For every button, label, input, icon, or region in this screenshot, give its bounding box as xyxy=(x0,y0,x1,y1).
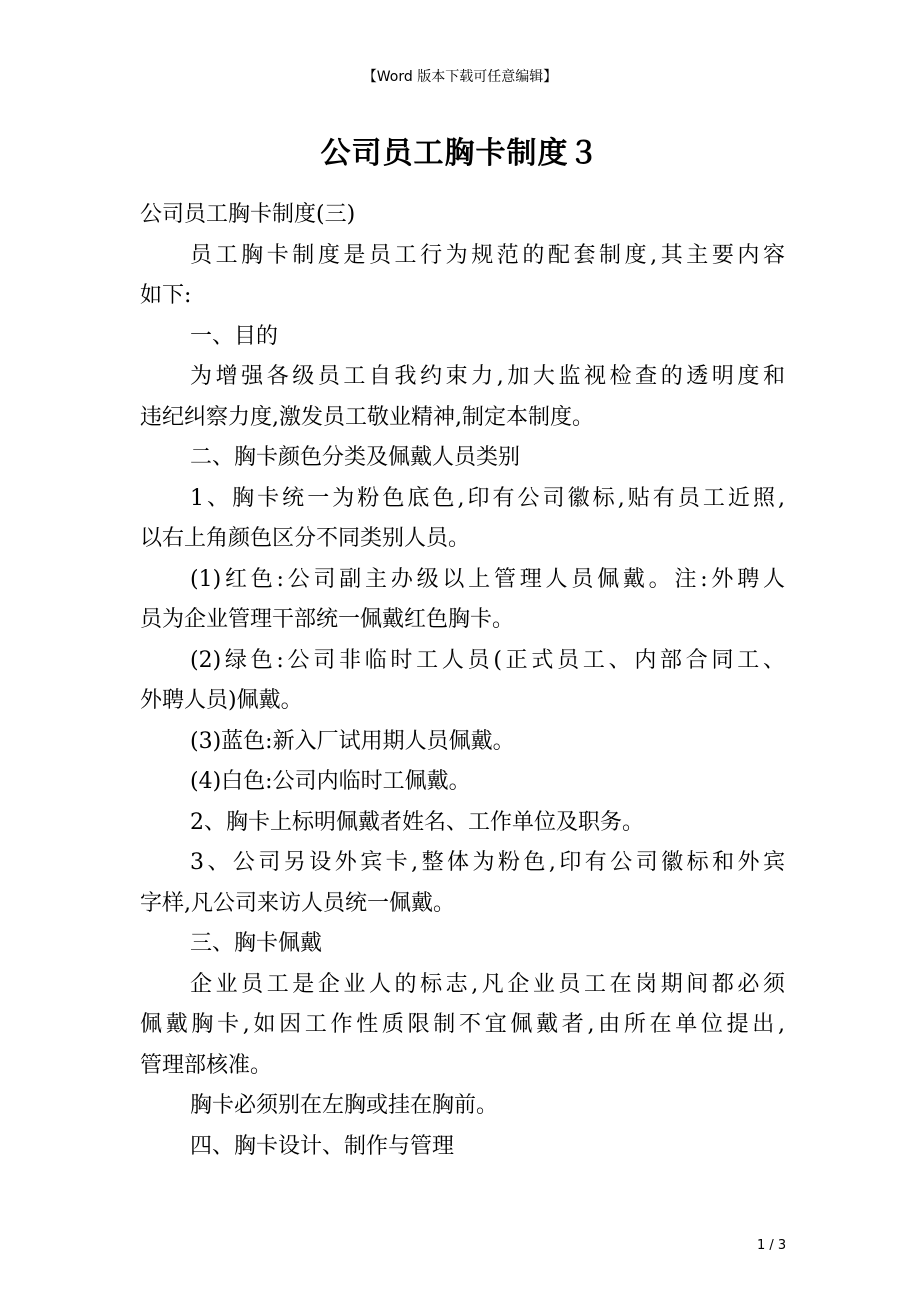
text-line: 佩戴胸卡,如因工作性质限制不宜佩戴者,由所在单位提出, xyxy=(140,1012,785,1037)
text-line: 一、目的 xyxy=(190,323,279,349)
text-line: (2)绿色:公司非临时工人员(正式员工、内部合同工、 xyxy=(190,647,785,673)
paragraph xyxy=(140,479,785,560)
paragraph xyxy=(140,560,785,641)
page-header: 【Word 版本下载可任意编辑】 xyxy=(362,69,558,85)
text-line: (1)红色:公司副主办级以上管理人员佩戴。注:外聘人 xyxy=(190,566,785,592)
paragraph xyxy=(140,317,785,358)
paragraph xyxy=(140,236,785,317)
paragraph xyxy=(140,1127,785,1168)
text-line: 员工胸卡制度是员工行为规范的配套制度,其主要内容 xyxy=(190,242,785,268)
text-line: (3)蓝色:新入厂试用期人员佩戴。 xyxy=(190,728,515,754)
text-line: 违纪纠察力度,激发员工敬业精神,制定本制度。 xyxy=(140,404,594,430)
paragraph xyxy=(140,843,785,924)
paragraph xyxy=(140,722,785,763)
text-line: 2、胸卡上标明佩戴者姓名、工作单位及职务。 xyxy=(190,809,644,835)
page-number: 1 / 3 xyxy=(757,1238,787,1253)
paragraph xyxy=(140,438,785,479)
text-line: 字样,凡公司来访人员统一佩戴。 xyxy=(140,890,455,916)
text-line: 公司员工胸卡制度(三) xyxy=(140,202,356,227)
paragraph xyxy=(140,641,785,722)
paragraph xyxy=(140,1086,785,1127)
text-line: 员为企业管理干部统一佩戴红色胸卡。 xyxy=(140,607,515,632)
paragraph xyxy=(140,762,785,803)
paragraph xyxy=(140,357,785,438)
text-line: 3、公司另设外宾卡,整体为粉色,印有公司徽标和外宾 xyxy=(190,850,785,875)
text-line: 为增强各级员工自我约束力,加大监视检查的透明度和 xyxy=(190,364,785,389)
text-line: 管理部核准。 xyxy=(140,1052,273,1078)
text-line: 四、胸卡设计、制作与管理 xyxy=(190,1133,455,1159)
text-line: 胸卡必须别在左胸或挂在胸前。 xyxy=(190,1093,499,1118)
text-line: 1、胸卡统一为粉色底色,印有公司徽标,贴有员工近照, xyxy=(190,485,785,511)
paragraph xyxy=(140,924,785,965)
text-line: (4)白色:公司内临时工佩戴。 xyxy=(190,769,471,794)
text-line: 如下: xyxy=(140,283,192,308)
text-line: 以右上角颜色区分不同类别人员。 xyxy=(140,526,471,551)
paragraph xyxy=(140,965,785,1087)
document-title: 公司员工胸卡制度３ xyxy=(320,136,600,171)
text-line: 二、胸卡颜色分类及佩戴人员类别 xyxy=(190,445,521,470)
text-line: 外聘人员)佩戴。 xyxy=(140,688,303,713)
paragraph xyxy=(140,803,785,844)
document-body xyxy=(140,195,785,1167)
text-line: 企业员工是企业人的标志,凡企业员工在岗期间都必须 xyxy=(190,971,785,997)
paragraph xyxy=(140,195,785,236)
text-line: 三、胸卡佩戴 xyxy=(190,931,323,956)
